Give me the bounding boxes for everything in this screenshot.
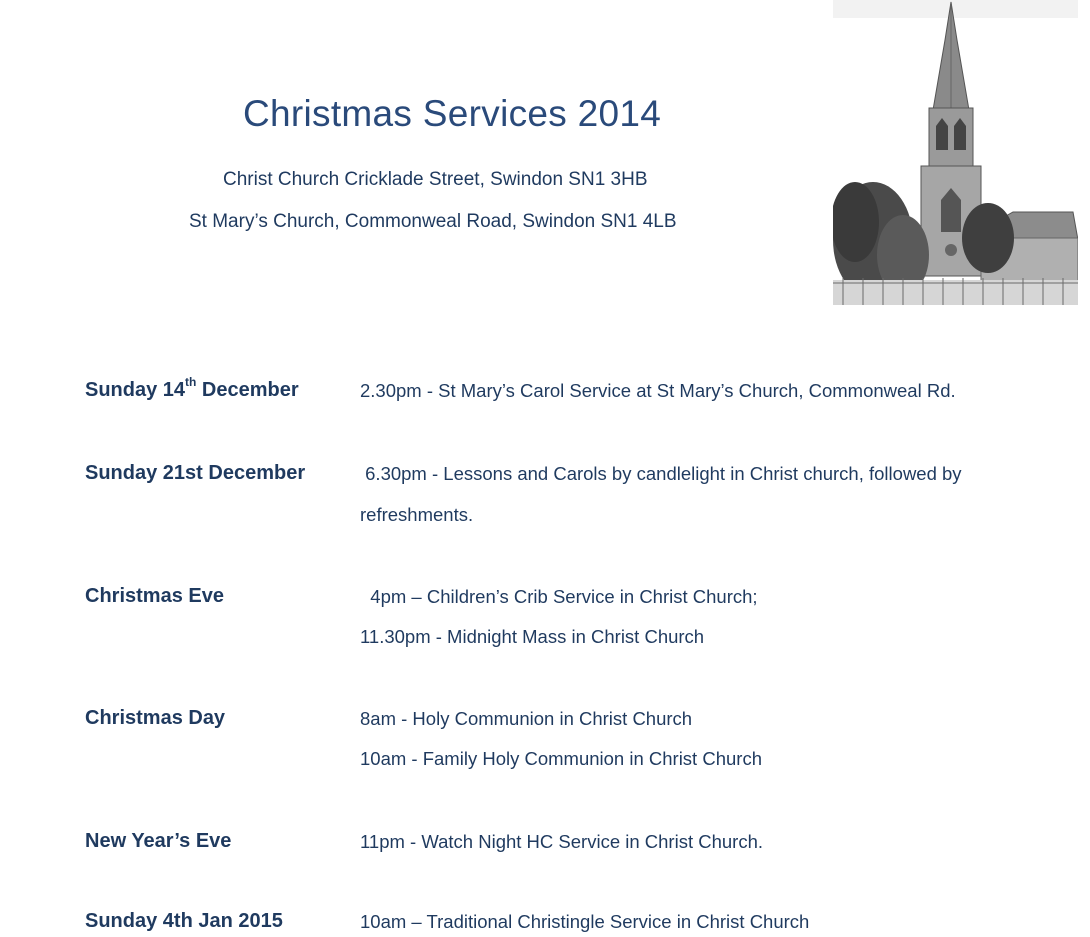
page-title: Christmas Services 2014 bbox=[243, 93, 662, 134]
service-line: 11.30pm - Midnight Mass in Christ Church bbox=[360, 626, 705, 647]
address-christ-church: Christ Church Cricklade Street, Swindon SN1 3HB bbox=[223, 169, 648, 190]
service-line: 11pm - Watch Night HC Service in Christ Church. bbox=[360, 831, 764, 852]
service-line: 6.30pm - Lessons and Carols by candlelight in Christ church, followed by bbox=[360, 463, 962, 484]
church-spire-photo bbox=[833, 0, 1078, 305]
ordinal-suffix: th bbox=[185, 375, 197, 389]
address-st-marys: St Mary’s Church, Commonweal Road, Swindon SN1 4LB bbox=[189, 211, 677, 232]
service-line: 8am - Holy Communion in Christ Church bbox=[360, 708, 693, 729]
service-day: Sunday 14th December bbox=[85, 375, 299, 401]
service-line: 10am - Family Holy Communion in Christ Church bbox=[360, 748, 762, 769]
service-line: 10am – Traditional Christingle Service in Christ Church bbox=[360, 911, 810, 932]
service-line: refreshments. bbox=[360, 504, 474, 525]
service-day: Christmas Eve bbox=[85, 585, 224, 607]
service-day: New Year’s Eve bbox=[85, 830, 232, 852]
service-day: Christmas Day bbox=[85, 707, 226, 729]
service-day: Sunday 4th Jan 2015 bbox=[85, 910, 283, 932]
service-line: 2.30pm - St Mary’s Carol Service at St Mary’s Church, Commonweal Rd. bbox=[360, 380, 956, 401]
service-day: Sunday 21st December bbox=[85, 462, 306, 484]
service-line: 4pm – Children’s Crib Service in Christ Church; bbox=[360, 586, 758, 607]
